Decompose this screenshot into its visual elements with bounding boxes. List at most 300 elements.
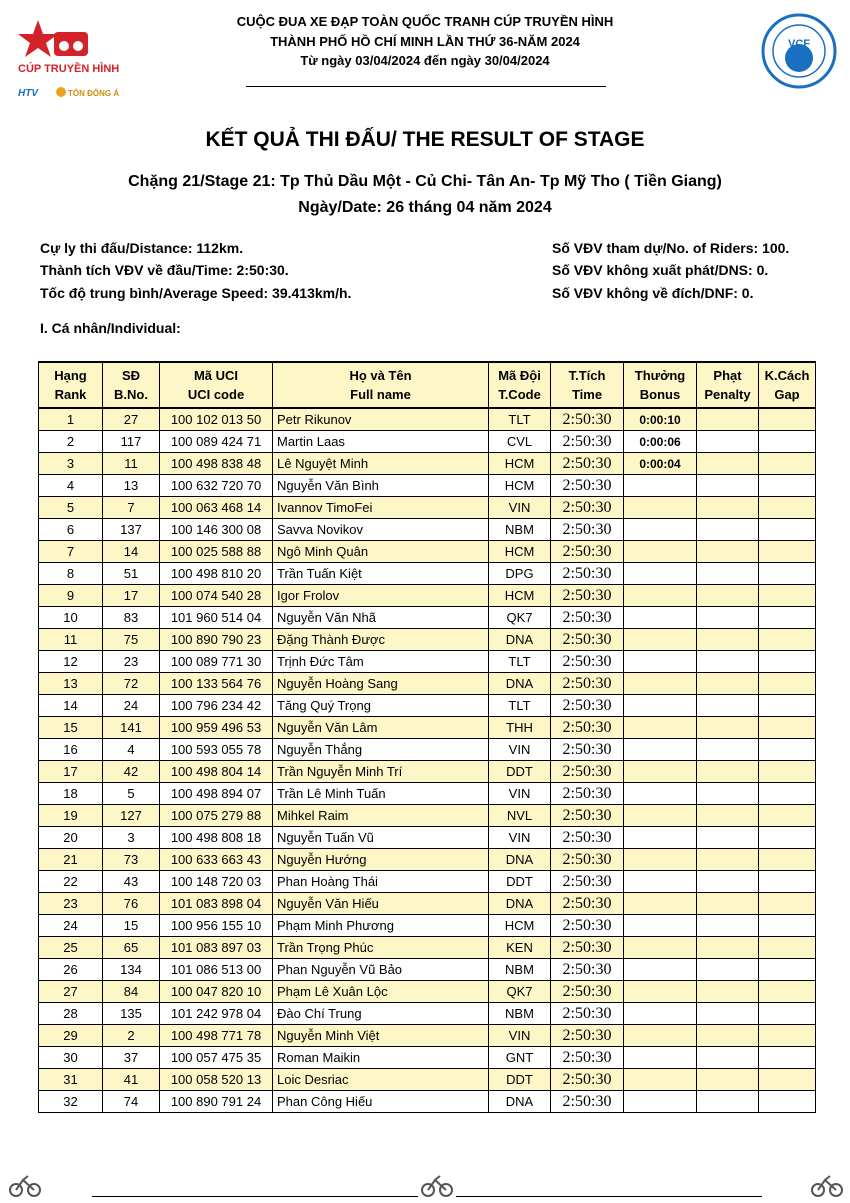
bib-cell: 74 [103,1091,160,1113]
gap-cell [759,453,816,475]
rank-cell: 9 [39,585,103,607]
time-cell: 2:50:30 [551,827,624,849]
bonus-cell [624,651,697,673]
header-line-3: Từ ngày 03/04/2024 đến ngày 30/04/2024 [300,53,550,68]
penalty-cell [697,673,759,695]
bonus-cell [624,497,697,519]
bib-cell: 11 [103,453,160,475]
penalty-cell [697,585,759,607]
bonus-cell [624,673,697,695]
team-cell: TLT [489,695,551,717]
section-heading: I. Cá nhân/Individual: [40,320,181,336]
bib-cell: 2 [103,1025,160,1047]
name-cell: Lê Nguyệt Minh [273,453,489,475]
table-row [39,563,816,585]
bib-cell: 65 [103,937,160,959]
bonus-cell [624,695,697,717]
team-cell: TLT [489,408,551,431]
rank-cell: 2 [39,431,103,453]
bonus-cell [624,761,697,783]
dns-info: Số VĐV không xuất phát/DNS: 0. [552,262,769,278]
name-cell: Nguyễn Văn Nhã [273,607,489,629]
time-cell: 2:50:30 [551,408,624,431]
rank-cell: 31 [39,1069,103,1091]
table-row [39,1047,816,1069]
team-cell: VIN [489,1025,551,1047]
bib-cell: 43 [103,871,160,893]
penalty-cell [697,849,759,871]
col-name-header: Họ và Tên Full name [273,362,489,408]
rank-cell: 17 [39,761,103,783]
rank-cell: 21 [39,849,103,871]
table-row [39,717,816,739]
gap-cell [759,915,816,937]
gap-cell [759,629,816,651]
rank-cell: 29 [39,1025,103,1047]
penalty-cell [697,541,759,563]
bonus-cell: 0:00:04 [624,453,697,475]
gap-cell [759,981,816,1003]
penalty-cell [697,1047,759,1069]
uci-cell: 101 083 897 03 [160,937,273,959]
time-cell: 2:50:30 [551,1091,624,1113]
col-rank-header: Hạng Rank [39,362,103,408]
uci-cell: 100 498 810 20 [160,563,273,585]
uci-cell: 101 083 898 04 [160,893,273,915]
gap-cell [759,739,816,761]
team-cell: GNT [489,1047,551,1069]
gap-cell [759,783,816,805]
table-row [39,959,816,981]
bib-cell: 5 [103,783,160,805]
table-row [39,497,816,519]
time-cell: 2:50:30 [551,937,624,959]
time-info: Thành tích VĐV về đầu/Time: 2:50:30. [40,262,289,278]
time-cell: 2:50:30 [551,805,624,827]
rank-cell: 12 [39,651,103,673]
bib-cell: 37 [103,1047,160,1069]
uci-cell: 100 089 424 71 [160,431,273,453]
table-row [39,871,816,893]
penalty-cell [697,827,759,849]
bib-cell: 23 [103,651,160,673]
penalty-cell [697,1025,759,1047]
gap-cell [759,871,816,893]
table-row [39,651,816,673]
gap-cell [759,717,816,739]
rank-cell: 19 [39,805,103,827]
table-row [39,673,816,695]
time-cell: 2:50:30 [551,893,624,915]
penalty-cell [697,497,759,519]
time-cell: 2:50:30 [551,695,624,717]
table-row [39,849,816,871]
team-cell: DNA [489,629,551,651]
uci-cell: 101 086 513 00 [160,959,273,981]
gap-cell [759,585,816,607]
bonus-cell [624,585,697,607]
rank-cell: 13 [39,673,103,695]
team-cell: VIN [489,827,551,849]
bonus-cell [624,607,697,629]
team-cell: VIN [489,497,551,519]
penalty-cell [697,739,759,761]
name-cell: Phan Công Hiếu [273,1091,489,1113]
gap-cell [759,761,816,783]
table-row [39,1069,816,1091]
gap-cell [759,651,816,673]
penalty-cell [697,893,759,915]
time-cell: 2:50:30 [551,849,624,871]
gap-cell [759,563,816,585]
bonus-cell [624,981,697,1003]
time-cell: 2:50:30 [551,1069,624,1091]
uci-cell: 101 960 514 04 [160,607,273,629]
penalty-cell [697,695,759,717]
penalty-cell [697,915,759,937]
gap-cell [759,695,816,717]
name-cell: Phan Nguyễn Vũ Bảo [273,959,489,981]
table-row [39,937,816,959]
time-cell: 2:50:30 [551,519,624,541]
bib-cell: 27 [103,408,160,431]
uci-cell: 100 498 804 14 [160,761,273,783]
bib-cell: 13 [103,475,160,497]
logo-text: CÚP TRUYỀN HÌNH [18,63,120,75]
team-cell: HCM [489,585,551,607]
col-gap-header: K.Cách Gap [759,362,816,408]
header-line-1: CUỘC ĐUA XE ĐẠP TOÀN QUỐC TRANH CÚP TRUYỀN HÌNH [236,14,614,29]
gap-cell [759,1069,816,1091]
bonus-cell [624,1003,697,1025]
time-cell: 2:50:30 [551,915,624,937]
page-title: KẾT QUẢ THI ĐẤU/ THE RESULT OF STAGE [205,128,645,151]
bib-cell: 15 [103,915,160,937]
time-cell: 2:50:30 [551,607,624,629]
cyclist-icon [810,1172,844,1198]
name-cell: Loic Desriac [273,1069,489,1091]
team-cell: HCM [489,541,551,563]
time-cell: 2:50:30 [551,717,624,739]
rank-cell: 8 [39,563,103,585]
table-row [39,739,816,761]
table-row [39,519,816,541]
bonus-cell [624,1025,697,1047]
bib-cell: 83 [103,607,160,629]
gap-cell [759,849,816,871]
gap-cell [759,893,816,915]
time-cell: 2:50:30 [551,431,624,453]
rank-cell: 26 [39,959,103,981]
uci-cell: 100 074 540 28 [160,585,273,607]
bib-cell: 17 [103,585,160,607]
table-row [39,805,816,827]
uci-cell: 100 890 790 23 [160,629,273,651]
team-cell: DNA [489,1091,551,1113]
rank-cell: 20 [39,827,103,849]
time-cell: 2:50:30 [551,673,624,695]
uci-cell: 100 498 838 48 [160,453,273,475]
penalty-cell [697,431,759,453]
rank-cell: 6 [39,519,103,541]
header-line-2: THÀNH PHỐ HỒ CHÍ MINH LẦN THỨ 36-NĂM 2024 [270,34,580,49]
time-cell: 2:50:30 [551,1025,624,1047]
bonus-cell [624,827,697,849]
bonus-cell [624,563,697,585]
team-cell: DNA [489,673,551,695]
time-cell: 2:50:30 [551,739,624,761]
penalty-cell [697,607,759,629]
stage-date: Ngày/Date: 26 tháng 04 năm 2024 [298,199,552,216]
table-row [39,585,816,607]
team-cell: QK7 [489,607,551,629]
bonus-cell [624,475,697,497]
name-cell: Petr Rikunov [273,408,489,431]
bib-cell: 135 [103,1003,160,1025]
bonus-cell [624,937,697,959]
bib-cell: 141 [103,717,160,739]
gap-cell [759,475,816,497]
uci-cell: 100 796 234 42 [160,695,273,717]
bib-cell: 84 [103,981,160,1003]
results-table [38,361,816,1113]
bonus-cell [624,783,697,805]
bib-cell: 117 [103,431,160,453]
gap-cell [759,519,816,541]
name-cell: Igor Frolov [273,585,489,607]
uci-cell: 100 146 300 08 [160,519,273,541]
penalty-cell [697,937,759,959]
cyclist-icon [420,1172,454,1198]
table-row [39,915,816,937]
uci-cell: 100 063 468 14 [160,497,273,519]
gap-cell [759,431,816,453]
time-cell: 2:50:30 [551,563,624,585]
name-cell: Trịnh Đức Tâm [273,651,489,673]
gap-cell [759,1025,816,1047]
uci-cell: 100 498 808 18 [160,827,273,849]
gap-cell [759,1047,816,1069]
bonus-cell [624,541,697,563]
team-cell: KEN [489,937,551,959]
penalty-cell [697,717,759,739]
name-cell: Nguyễn Văn Hiếu [273,893,489,915]
name-cell: Đặng Thành Được [273,629,489,651]
bonus-cell [624,1091,697,1113]
time-cell: 2:50:30 [551,497,624,519]
riders-info: Số VĐV tham dự/No. of Riders: 100. [552,240,790,256]
bonus-cell [624,959,697,981]
table-row [39,453,816,475]
vcf-logo-icon [760,12,838,90]
team-cell: NBM [489,959,551,981]
name-cell: Roman Maikin [273,1047,489,1069]
time-cell: 2:50:30 [551,475,624,497]
name-cell: Ngô Minh Quân [273,541,489,563]
bib-cell: 72 [103,673,160,695]
name-cell: Nguyễn Minh Việt [273,1025,489,1047]
bonus-cell [624,629,697,651]
bib-cell: 137 [103,519,160,541]
uci-cell: 100 632 720 70 [160,475,273,497]
name-cell: Trần Lê Minh Tuấn [273,783,489,805]
uci-cell: 100 498 771 78 [160,1025,273,1047]
rank-cell: 18 [39,783,103,805]
name-cell: Martin Laas [273,431,489,453]
col-penalty-header: Phạt Penalty [697,362,759,408]
time-cell: 2:50:30 [551,871,624,893]
penalty-cell [697,651,759,673]
name-cell: Đào Chí Trung [273,1003,489,1025]
time-cell: 2:50:30 [551,959,624,981]
table-row [39,541,816,563]
bib-cell: 75 [103,629,160,651]
htv-text: HTV [18,88,38,99]
table-row [39,475,816,497]
name-cell: Ivannov TimoFei [273,497,489,519]
time-cell: 2:50:30 [551,629,624,651]
uci-cell: 100 956 155 10 [160,915,273,937]
penalty-cell [697,453,759,475]
team-cell: NVL [489,805,551,827]
name-cell: Phạm Minh Phương [273,915,489,937]
rank-cell: 24 [39,915,103,937]
bonus-cell [624,849,697,871]
bib-cell: 14 [103,541,160,563]
header-divider [246,86,606,87]
table-row [39,981,816,1003]
table-row [39,783,816,805]
cup-logo-icon [8,14,126,102]
rank-cell: 11 [39,629,103,651]
gap-cell [759,827,816,849]
team-cell: THH [489,717,551,739]
uci-cell: 100 593 055 78 [160,739,273,761]
bib-cell: 127 [103,805,160,827]
stage-title: Chặng 21/Stage 21: Tp Thủ Dầu Một - Củ Chi- Tân An- Tp Mỹ Tho ( Tiền Giang) [128,173,722,190]
footer-line-right [456,1196,762,1197]
team-cell: HCM [489,453,551,475]
table-row [39,408,816,431]
uci-cell: 100 133 564 76 [160,673,273,695]
bib-cell: 3 [103,827,160,849]
time-cell: 2:50:30 [551,1003,624,1025]
penalty-cell [697,1069,759,1091]
gap-cell [759,1091,816,1113]
rank-cell: 27 [39,981,103,1003]
bib-cell: 4 [103,739,160,761]
name-cell: Nguyễn Hướng [273,849,489,871]
bonus-cell [624,805,697,827]
table-row [39,695,816,717]
uci-cell: 100 058 520 13 [160,1069,273,1091]
sponsor-text: TÔN ĐÔNG Á [68,89,120,98]
team-cell: NBM [489,519,551,541]
bib-cell: 41 [103,1069,160,1091]
vcf-text: VCF [788,38,810,50]
uci-cell: 100 102 013 50 [160,408,273,431]
dnf-info: Số VĐV không về đích/DNF: 0. [552,285,754,301]
gap-cell [759,673,816,695]
name-cell: Nguyễn Tuấn Vũ [273,827,489,849]
col-uci-header: Mã UCI UCI code [160,362,273,408]
gap-cell [759,607,816,629]
bib-cell: 76 [103,893,160,915]
table-row [39,893,816,915]
gap-cell [759,805,816,827]
uci-cell: 100 089 771 30 [160,651,273,673]
time-cell: 2:50:30 [551,783,624,805]
rank-cell: 3 [39,453,103,475]
penalty-cell [697,629,759,651]
col-time-header: T.Tích Time [551,362,624,408]
name-cell: Tăng Quý Trọng [273,695,489,717]
name-cell: Phạm Lê Xuân Lộc [273,981,489,1003]
rank-cell: 28 [39,1003,103,1025]
bib-cell: 24 [103,695,160,717]
team-cell: QK7 [489,981,551,1003]
table-row [39,1003,816,1025]
col-team-header: Mã Đội T.Code [489,362,551,408]
penalty-cell [697,761,759,783]
team-cell: VIN [489,739,551,761]
table-row [39,607,816,629]
rank-cell: 22 [39,871,103,893]
name-cell: Nguyễn Văn Bình [273,475,489,497]
team-cell: DDT [489,871,551,893]
uci-cell: 100 057 475 35 [160,1047,273,1069]
name-cell: Nguyễn Văn Lâm [273,717,489,739]
table-row [39,1025,816,1047]
bib-cell: 42 [103,761,160,783]
uci-cell: 100 633 663 43 [160,849,273,871]
rank-cell: 25 [39,937,103,959]
rank-cell: 10 [39,607,103,629]
team-cell: HCM [489,475,551,497]
bonus-cell [624,915,697,937]
uci-cell: 100 890 791 24 [160,1091,273,1113]
time-cell: 2:50:30 [551,651,624,673]
uci-cell: 100 498 894 07 [160,783,273,805]
team-cell: DNA [489,893,551,915]
name-cell: Trần Nguyễn Minh Trí [273,761,489,783]
time-cell: 2:50:30 [551,1047,624,1069]
name-cell: Savva Novikov [273,519,489,541]
uci-cell: 100 959 496 53 [160,717,273,739]
team-cell: DDT [489,1069,551,1091]
table-row [39,827,816,849]
rank-cell: 1 [39,408,103,431]
table-row [39,629,816,651]
bonus-cell [624,1047,697,1069]
rank-cell: 32 [39,1091,103,1113]
bonus-cell: 0:00:06 [624,431,697,453]
penalty-cell [697,519,759,541]
penalty-cell [697,959,759,981]
time-cell: 2:50:30 [551,981,624,1003]
penalty-cell [697,563,759,585]
team-cell: HCM [489,915,551,937]
uci-cell: 101 242 978 04 [160,1003,273,1025]
name-cell: Mihkel Raim [273,805,489,827]
name-cell: Trần Tuấn Kiệt [273,563,489,585]
distance-info: Cự ly thi đấu/Distance: 112km. [40,240,244,256]
time-cell: 2:50:30 [551,541,624,563]
table-header-row [39,362,816,408]
rank-cell: 23 [39,893,103,915]
penalty-cell [697,783,759,805]
bib-cell: 73 [103,849,160,871]
